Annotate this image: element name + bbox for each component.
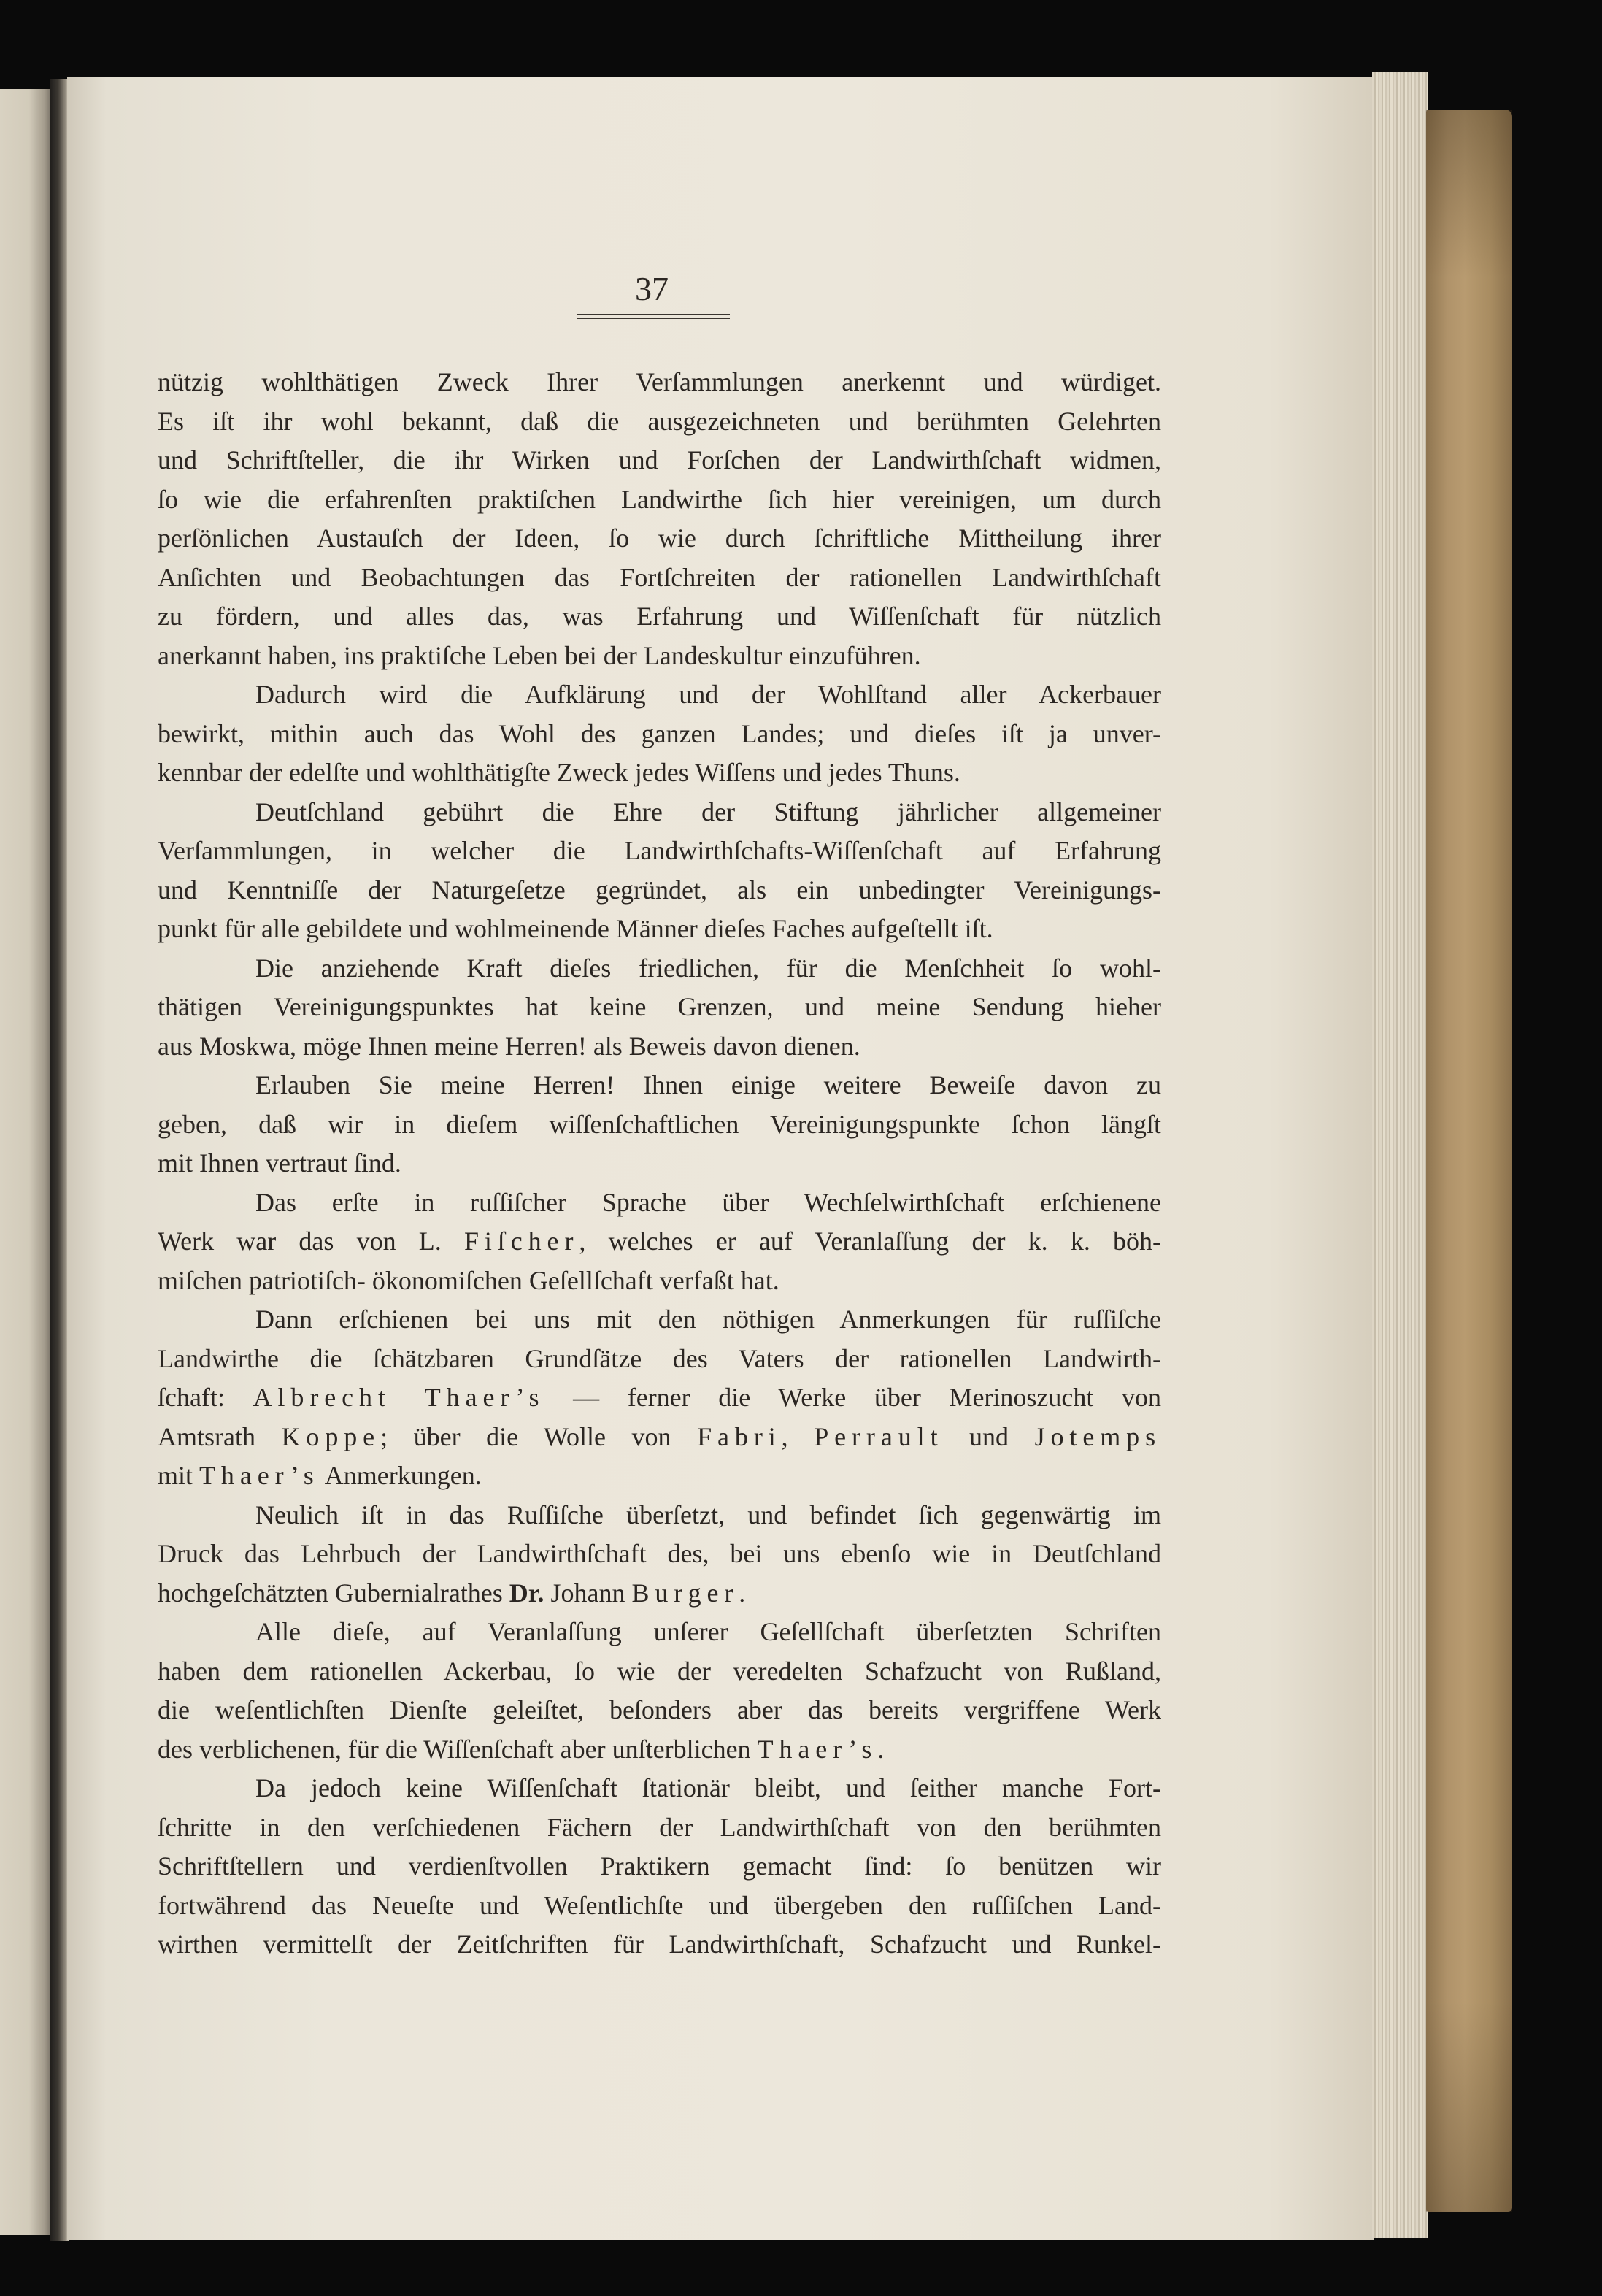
paragraph	[158, 1183, 1161, 1301]
text-line: punkt für alle gebildete und wohlmeinende Männer dieſes Faches aufgeſtellt iſt.	[158, 914, 993, 943]
text-line: miſchen patriotiſch- ökonomiſchen Geſellſchaft verfaßt hat.	[158, 1265, 779, 1295]
text-line: und Kenntniſſe der Naturgeſetze gegründet, als ein unbedingter Vereinigungs-	[158, 875, 1161, 905]
text-line: Landwirthe die ſchätzbaren Grundſätze des Vaters der rationellen Landwirth-	[158, 1343, 1161, 1373]
paragraph	[158, 793, 1161, 949]
text-line: Dadurch wird die Aufklärung und der Wohlſtand aller Ackerbauer	[255, 680, 1161, 709]
paragraph	[158, 1496, 1161, 1613]
emphasized-name: Burger	[631, 1578, 739, 1608]
text-line: des verblichenen, für die Wiſſenſchaft aber unſterblichen Thaer’s.	[158, 1734, 885, 1764]
text-line: die weſentlichſten Dienſte geleiſtet, beſonders aber das bereits vergriffene Werk	[158, 1695, 1161, 1724]
bold-title: Dr.	[509, 1578, 544, 1608]
paragraph	[158, 1613, 1161, 1769]
text-line: mit Thaer’s Anmerkungen.	[158, 1461, 482, 1490]
emphasized-name: Fabri	[697, 1421, 782, 1451]
text-line: Da jedoch keine Wiſſenſchaft ſtationär bleibt, und ſeither manche Fort-	[255, 1773, 1161, 1802]
body-text	[158, 363, 1161, 1965]
text-line: Die anziehende Kraft dieſes friedlichen, für die Menſchheit ſo wohl-	[255, 953, 1161, 983]
text-line: hochgeſchätzten Gubernialrathes Dr. Johann Burger.	[158, 1578, 746, 1608]
text-line: haben dem rationellen Ackerbau, ſo wie der veredelten Schafzucht von Rußland,	[158, 1656, 1161, 1686]
paragraph	[158, 675, 1161, 793]
text-line: Anſichten und Beobachtungen das Fortſchreiten der rationellen Landwirthſchaft	[158, 562, 1161, 592]
text-line: Schriftſtellern und verdienſtvollen Praktikern gemacht ſind: ſo benützen wir	[158, 1851, 1161, 1881]
facing-page-edge	[0, 89, 53, 2235]
text-line: Neulich iſt in das Ruſſiſche überſetzt, und befindet ſich gegenwärtig im	[255, 1500, 1161, 1529]
text-line: aus Moskwa, möge Ihnen meine Herren! als Beweis davon dienen.	[158, 1031, 860, 1061]
text-line: und Schriftſteller, die ihr Wirken und Forſchen der Landwirthſchaft widmen,	[158, 445, 1161, 475]
book-gutter	[50, 79, 69, 2241]
text-line: bewirkt, mithin auch das Wohl des ganzen Landes; und dieſes iſt ja unver-	[158, 718, 1161, 748]
text-line: Dann erſchienen bei uns mit den nöthigen Anmerkungen für ruſſiſche	[255, 1305, 1161, 1334]
text-line: Erlauben Sie meine Herren! Ihnen einige weitere Beweiſe davon zu	[255, 1070, 1161, 1099]
emphasized-name: Koppe	[281, 1421, 381, 1451]
text-line: Deutſchland gebührt die Ehre der Stiftung jährlicher allgemeiner	[255, 796, 1161, 826]
text-line: Amtsrath Koppe; über die Wolle von Fabri, Perrault und Jotemps	[158, 1421, 1162, 1451]
text-line: fortwährend das Neueſte und Weſentlichſte und übergeben den ruſſiſchen Land-	[158, 1890, 1161, 1920]
text-line: mit Ihnen vertraut ſind.	[158, 1148, 401, 1178]
text-line: ſo wie die erfahrenſten praktiſchen Landwirthe ſich hier vereinigen, um durch	[158, 484, 1161, 514]
text-line: ſchaft: Albrecht Thaer’s — ferner die Werke über Merinoszucht von	[158, 1383, 1161, 1412]
text-line: Es iſt ihr wohl bekannt, daß die ausgezeichneten und berühmten Gelehrten	[158, 406, 1161, 436]
text-line: ſchritte in den verſchiedenen Fächern der Landwirthſchaft von den berühmten	[158, 1812, 1161, 1842]
paragraph	[158, 1769, 1161, 1965]
paragraph	[158, 1300, 1161, 1496]
text-line: Druck das Lehrbuch der Landwirthſchaft des, bei uns ebenſo wie in Deutſchland	[158, 1539, 1161, 1568]
text-line: anerkannt haben, ins praktiſche Leben bei der Landeskultur einzuführen.	[158, 640, 921, 670]
emphasized-name: Thaer’s	[199, 1461, 320, 1490]
book-cover-shadow	[1426, 110, 1512, 2212]
text-line: Alle dieſe, auf Veranlaſſung unſerer Geſellſchaft überſetzten Schriften	[255, 1617, 1161, 1646]
emphasized-name: Thaer’s	[757, 1734, 878, 1764]
text-line: wirthen vermittelſt der Zeitſchriften für Landwirthſchaft, Schafzucht und Runkel-	[158, 1930, 1161, 1959]
emphasized-name: Perrault	[814, 1421, 944, 1451]
emphasized-name: Albrecht Thaer’s	[253, 1383, 545, 1412]
text-line: geben, daß wir in dieſem wiſſenſchaftlichen Vereinigungspunkte ſchon längſt	[158, 1109, 1161, 1139]
text-line: Werk war das von L. Fiſcher, welches er auf Veranlaſſung der k. k. böh-	[158, 1226, 1161, 1256]
page-number: 37	[635, 270, 669, 307]
text-line: Verſammlungen, in welcher die Landwirthſchafts-Wiſſenſchaft auf Erfahrung	[158, 836, 1161, 865]
page-number-rule	[577, 314, 730, 319]
paragraph	[158, 363, 1161, 675]
text-line: nützig wohlthätigen Zweck Ihrer Verſammlungen anerkennt und würdiget.	[158, 367, 1161, 396]
text-line: perſönlichen Austauſch der Ideen, ſo wie durch ſchriftliche Mittheilung ihrer	[158, 523, 1161, 553]
text-line: Das erſte in ruſſiſcher Sprache über Wechſelwirthſchaft erſchienene	[255, 1187, 1161, 1217]
emphasized-name: Fiſcher	[463, 1226, 579, 1256]
text-line: zu fördern, und alles das, was Erfahrung und Wiſſenſchaft für nützlich	[158, 602, 1161, 631]
emphasized-name: Jotemps	[1034, 1421, 1162, 1451]
text-line: thätigen Vereinigungspunktes hat keine Grenzen, und meine Sendung hieher	[158, 992, 1161, 1021]
text-line: kennbar der edelſte und wohlthätigſte Zweck jedes Wiſſens und jedes Thuns.	[158, 758, 960, 787]
paragraph	[158, 1066, 1161, 1183]
paragraph	[158, 949, 1161, 1067]
page-stack-edges	[1372, 72, 1428, 2238]
